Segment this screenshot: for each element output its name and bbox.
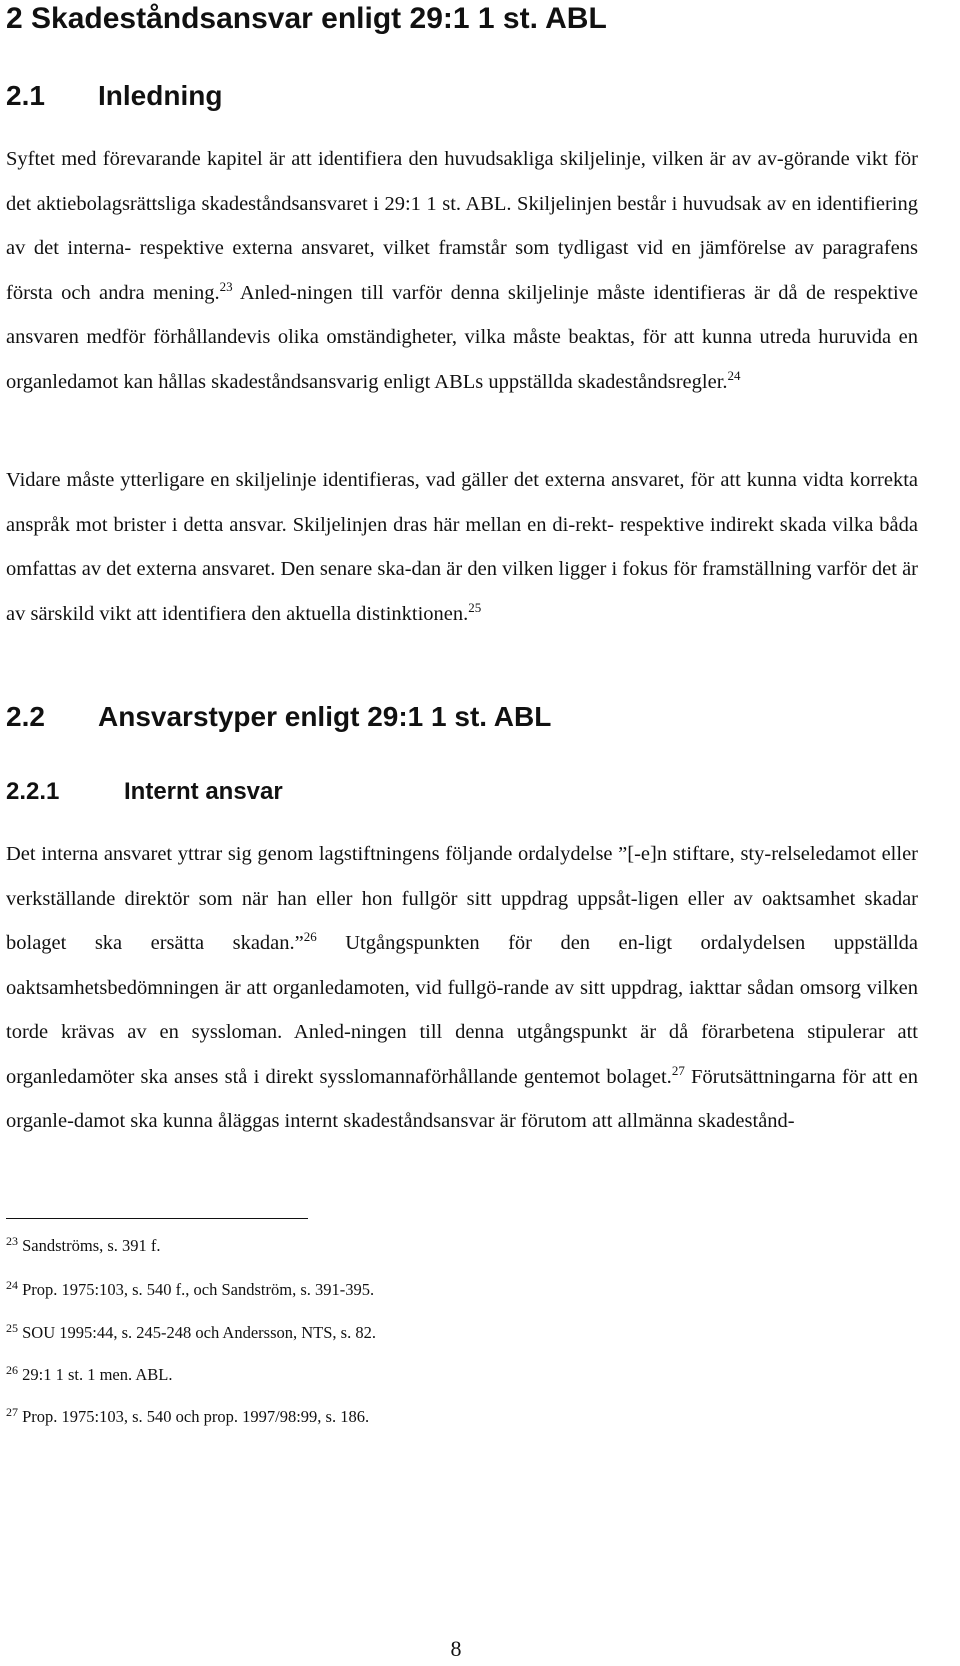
section-title: Internt ansvar [124, 778, 283, 805]
footnote [6, 1279, 374, 1301]
footnote-separator [6, 1218, 308, 1219]
footnote-ref: 23 [219, 278, 233, 294]
footnote-number: 24 [6, 1278, 18, 1292]
paragraph-text: Vidare måste ytterligare en skiljelinje identifieras, vad gäller det externa ansvaret, för att kunna vidta korrekta anspråk mot brister i detta ansvar. Skiljelinjen dras här mellan en di-rekt- respektive indirekt skada vilka båda omfattas av det externa ansvaret. Den senare ska-dan är den vilken ligger i fokus för framställning varför det är av särskild vikt att identifiera den aktuella distinktionen. [6, 469, 918, 625]
section-number: 2.1 [6, 80, 45, 111]
footnote-text: Prop. 1975:103, s. 540 f., och Sandström, s. 391-395. [18, 1280, 375, 1299]
footnote-text: Sandströms, s. 391 f. [18, 1236, 161, 1255]
paragraph-text: Anled-ningen till varför denna skiljelinje måste identifieras är då de respektive ansvaren medför förhållandevis olika omständigheter, vilka måste beaktas, för att kunna utreda huruvida en organledamot kan hållas skadeståndsansvarig enligt ABLs uppställda skadeståndsregler. [6, 281, 919, 393]
paragraph-intro [6, 137, 918, 404]
paragraph-internal-liability [6, 832, 918, 1144]
footnote-number: 26 [6, 1363, 18, 1377]
chapter-heading: 2 Skadeståndsansvar enligt 29:1 1 st. ABL [6, 2, 607, 35]
footnote [6, 1406, 369, 1428]
footnote-ref: 24 [727, 367, 741, 383]
footnote [6, 1235, 161, 1257]
footnote-text: SOU 1995:44, s. 245-248 och Andersson, NTS, s. 82. [18, 1323, 376, 1342]
section-title: Ansvarstyper enligt 29:1 1 st. ABL [98, 701, 552, 732]
footnote-ref: 25 [468, 599, 482, 615]
footnote-text: Prop. 1975:103, s. 540 och prop. 1997/98:99, s. 186. [18, 1407, 370, 1426]
paragraph-text: Syftet med förevarande kapitel är att identifiera den huvudsakliga skiljelinje, vilken är av av-görande vikt för det aktiebolagsrättsliga skadeståndsansvaret i 29:1 1 st. ABL. Skiljelinjen består i huvudsak av en identifiering av det interna- respektive externa ansvaret, vilket framstår som tydligast vid en jämförelse av paragrafens första och andra mening. [6, 148, 918, 304]
section-heading-2-2-1 [6, 776, 283, 808]
footnote [6, 1364, 172, 1386]
footnote-number: 27 [6, 1405, 18, 1419]
section-heading-2-2 [6, 699, 551, 735]
footnote-number: 25 [6, 1321, 18, 1335]
section-number: 2.2.1 [6, 778, 60, 805]
footnote [6, 1322, 376, 1344]
paragraph-text: Det interna ansvaret yttrar sig genom lagstiftningens följande ordalydelse ”[-e]n stiftare, sty-relseledamot eller verkställande direktör som när han eller hon fullgör sitt uppdrag uppsåt-ligen eller av oaktsamhet skadar bolaget ska ersätta skadan.” [6, 843, 918, 954]
paragraph-distinction [6, 458, 918, 636]
section-number: 2.2 [6, 701, 45, 732]
footnote-number: 23 [6, 1234, 18, 1248]
section-heading-2-1 [6, 78, 222, 114]
paragraph-text: Förutsättningarna för att en organle-damot ska kunna åläggas internt skadeståndsansvar är förutom att allmänna skadestånd- [6, 1065, 918, 1132]
footnote-ref: 27 [671, 1062, 685, 1078]
footnote-ref: 26 [303, 929, 317, 944]
section-title: Inledning [98, 80, 223, 111]
footnote-text: 29:1 1 st. 1 men. ABL. [18, 1365, 173, 1384]
paragraph-text: Utgångspunkten för den en-ligt ordalydelsen uppställda oaktsamhetsbedömningen är att organledamoten, vid fullgö-rande av sitt uppdrag, iakttar sådan omsorg vilken torde krävas av en syssloman. Anled-ningen till denna utgångspunkt är då förarbetena stipulerar att organledamöter ska anses stå i direkt sysslomannaförhållande gentemot bolaget. [6, 932, 919, 1088]
page-number: 8 [450, 1636, 462, 1661]
